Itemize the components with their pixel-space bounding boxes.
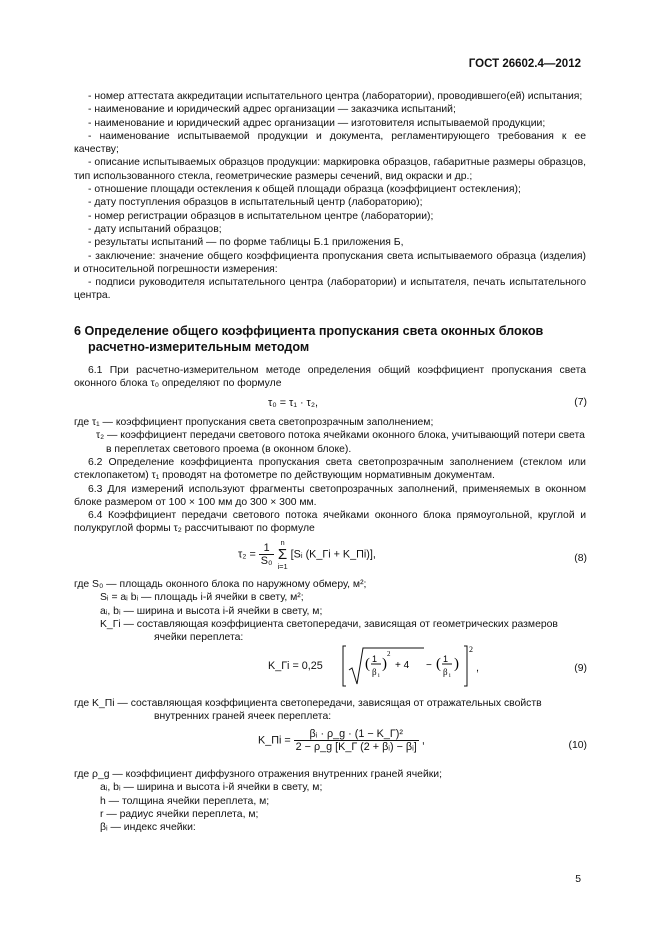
list-item: - наименование и юридический адрес организации — заказчика испытаний; (88, 104, 456, 116)
section-heading-line1: 6 Определение общего коэффициента пропускания света оконных блоков (74, 324, 544, 338)
svg-text:+ 4: + 4 (395, 660, 410, 671)
list-item: - подписи руководителя испытательного центра (лаборатории) и испытателя, печать испытательного центра. (74, 277, 586, 302)
paragraph-6-2: 6.2 Определение коэффициента пропускания света светопрозрачным заполнением (стеклом или стеклопакетом) τ₁ проводят на фотометре по действующим нормативным документам. (74, 457, 586, 482)
document-page: ГОСТ 26602.4—2012 - номер аттестата аккредитации испытательного центра (лаборатории), проводившего(ей) испытания; - наименование и юридический адрес организации — заказчика испытаний; - наименование и юридический адрес организации — изготовителя испытываемой продукции; - наименование испытываемой продукции и документа, регламентирующего требования к ее качеству; - описание испытываемых образцов продукции: маркировка образцов, габаритные размеры образцов, тип использованного стекла, геометрические размеры сечений, вид окраски и др.; - отношение площади остекления к общей площади образца (коэффициент остекления); - дату поступления образцов в испытательный центр (лабораторию); - номер регистрации образцов в испытательном центре (лаборатории); - дату испытаний образцов; - результаты испытаний — по форме таблицы Б.1 приложения Б, - заключение: значение общего коэффициента пропускания света испытываемого образца (изделия) и относительной погрешности измерения: - подписи руководителя испытательного центра (лаборатории) и испытателя, печать испытательного центра. 6 Определение общего коэффициента пропускания света оконных блоков расчетно-измерительным методом 6.1 При расчетно-измерительном методе определения общий коэффициент пропускания света оконного блока τ₀ определяют по формуле τ₀ = τ₁ · τ₂, (7) где τ₁ — коэффициент пропускания света светопрозрачным заполнением; τ₂ — коэффициент передачи светового потока ячейками оконного блока, учитывающий потери света в переплетах светового проема (в оконном блоке). 6.2 Определение коэффициента пропускания света светопрозрачным заполнением (стеклом или стеклопакетом) τ₁ проводят на фотометре по действующим нормативным документам. 6.3 Для измерений используют фрагменты светопрозрачных заполнений, применяемых в оконном блоке размером от 100 × 100 мм до 300 × 300 мм. 6.4 Коэффициент передачи светового потока ячейками оконного блока прямоугольной, круглой и полукруглой формы τ₂ рассчитывают по формуле τ₂ = $\frac{1}{\text{S₀}}$ n Σ i=1 [Sᵢ (K_Гi + K_Пi)], (8) где S₀ — площадь оконного блока по наружному обмеру, м²; Sᵢ = aᵢ bᵢ — площадь i-й ячейки в свету, м²; aᵢ, bᵢ — ширина и высота i-й ячейки в свету, м; K_Гi — составляющая коэффициента светопередачи, зависящая от геометрических размеров ячейки переплета: K_Гi = 0,25 2 ( 1 β i ) 2 + 4 − ( 1 β i ) , (9) где K_Пi — составляющая коэффициента светопередачи, зависящая от отражательных свойств внутренних граней ячеек переплета: K_Пi = $\frac{\text{βᵢ · ρ\_g · (1 − K\_Г)²}}{\text{2 − ρ\_g [K\_Г (2 + βᵢ) − βᵢ]}}$ , (10) где ρ_g — коэффициент диффузного отражения внутренних граней ячейки; aᵢ, bᵢ — ширина и высота i-й ячейки в свету, м; h — толщина ячейки переплета, м; r — радиус ячейки переплета, м; βᵢ — индекс ячейки: 5 (0, 0, 661, 935)
svg-text:): ) (382, 656, 387, 672)
definition-kg: K_Гi — составляющая коэффициента светопередачи, зависящая от геометрических размеров ячейки переплета: (100, 618, 558, 644)
svg-text:β: β (372, 667, 377, 677)
svg-text:−: − (426, 660, 432, 671)
svg-text:i: i (449, 673, 451, 679)
definition-s0: где S₀ — площадь оконного блока по наружному обмеру, м²; (74, 579, 367, 590)
list-item: - дату испытаний образцов; (88, 223, 222, 235)
svg-text:i: i (378, 673, 380, 679)
svg-text:): ) (454, 656, 459, 672)
section-heading-line2: расчетно-измерительным методом (88, 340, 310, 354)
formula-10-definitions (74, 768, 586, 834)
page-number: 5 (575, 874, 581, 885)
list-item: - отношение площади остекления к общей площади образца (коэффициент остекления); (88, 184, 521, 196)
paragraph-6-1: 6.1 При расчетно-измерительном методе определения общий коэффициент пропускания света оконного блока τ₀ определяют по формуле (74, 365, 586, 390)
list-item: - заключение: значение общего коэффициента пропускания света испытываемого образца (изделия) и относительной погрешности измерения: (74, 250, 586, 275)
standard-code: ГОСТ 26602.4—2012 (468, 58, 581, 70)
list-item: - номер аттестата аккредитации испытательного центра (лаборатории), проводившего(ей) испытания; (88, 91, 583, 102)
formula-10-fraction: $\frac{\text{βᵢ · ρ\_g · (1 − K\_Г)²}}{\text{2 − ρ\_g [K\_Г (2 + βᵢ) − βᵢ]}}$ (295, 728, 417, 753)
sum-symbol: n Σ i=1 (277, 538, 288, 571)
definition-rho: где ρ_g — коэффициент диффузного отражения внутренних граней ячейки; (74, 769, 442, 780)
formula-9-expression (342, 644, 472, 688)
svg-text:2: 2 (387, 650, 391, 658)
list-item: - наименование и юридический адрес организации — изготовителя испытываемой продукции; (88, 117, 546, 129)
definition-beta: βᵢ — индекс ячейки: (100, 822, 196, 834)
list-item: - результаты испытаний — по форме таблицы Б.1 приложения Б, (88, 237, 404, 249)
svg-text:1: 1 (443, 654, 449, 664)
list-item: - дату поступления образцов в испытательный центр (лабораторию); (88, 197, 423, 209)
formula-9-definitions (74, 697, 586, 724)
formula-8-definitions (74, 578, 586, 644)
list-item: - наименование испытываемой продукции и документа, регламентирующего требования к ее качеству; (74, 130, 586, 156)
formula-7: τ₀ = τ₁ · τ₂, (268, 397, 319, 409)
paragraph-6-4: 6.4 Коэффициент передачи светового потока ячейками оконного блока прямоугольной, круглой и полукруглой формы τ₂ рассчитывают по формуле (74, 510, 586, 535)
svg-text:(: ( (436, 656, 441, 672)
definition-ai-bi: aᵢ, bᵢ — ширина и высота i-й ячейки в свету, м; (100, 605, 323, 617)
formula-8: τ₂ = $\frac{1}{\text{S₀}}$ n Σ i=1 [Sᵢ (K_Гi + K_Пi)], (238, 538, 376, 571)
list-item: - номер регистрации образцов в испытательном центре (лаборатории); (88, 210, 434, 222)
definition-tau1: где τ₁ — коэффициент пропускания света светопрозрачным заполнением; (74, 417, 434, 428)
svg-text:2: 2 (469, 645, 473, 654)
svg-text:(: ( (365, 656, 370, 672)
formula-9-number: (9) (574, 663, 587, 674)
definition-tau2: τ₂ — коэффициент передачи светового потока ячейками оконного блока, учитывающий потери света в переплетах светового проема (в оконном блоке). (96, 430, 585, 455)
formula-10-number: (10) (568, 740, 587, 751)
section-heading (74, 323, 594, 355)
formula-7-number: (7) (574, 397, 587, 408)
definition-si: Sᵢ = aᵢ bᵢ — площадь i-й ячейки в свету, м²; (100, 592, 304, 604)
formula-8-number: (8) (574, 553, 587, 564)
paragraph-6-3: 6.3 Для измерений используют фрагменты светопрозрачных заполнений, применяемых в оконном блоке размером от 100 × 100 мм до 300 × 300 мм. (74, 483, 586, 508)
formula-10: K_Пi = $\frac{\text{βᵢ · ρ\_g · (1 − K\_Г)²}}{\text{2 − ρ\_g [K\_Г (2 + βᵢ) − βᵢ]}}$ , (258, 728, 425, 753)
fraction-1-over-s0: $\frac{1}{\text{S₀}}$ (260, 542, 273, 567)
definition-ai-bi-2: aᵢ, bᵢ — ширина и высота i-й ячейки в свету, м; (100, 782, 323, 794)
definition-r: r — радиус ячейки переплета, м; (100, 808, 259, 820)
paragraphs-6-2-to-6-4 (74, 456, 586, 536)
definition-h: h — толщина ячейки переплета, м; (100, 795, 270, 807)
svg-text:1: 1 (372, 654, 378, 664)
list-item: - описание испытываемых образцов продукции: маркировка образцов, габаритные размеры образцов, тип использованного стекла, геометрические размеры сечений, вид окраски и др.; (74, 157, 586, 182)
formula-7-definitions (74, 416, 586, 456)
definition-kp: где K_Пi — составляющая коэффициента светопередачи, зависящая от отражательных свойств внутренних граней ячеек переплета: (74, 698, 542, 723)
svg-text:β: β (443, 667, 448, 677)
report-contents-list (74, 90, 586, 303)
